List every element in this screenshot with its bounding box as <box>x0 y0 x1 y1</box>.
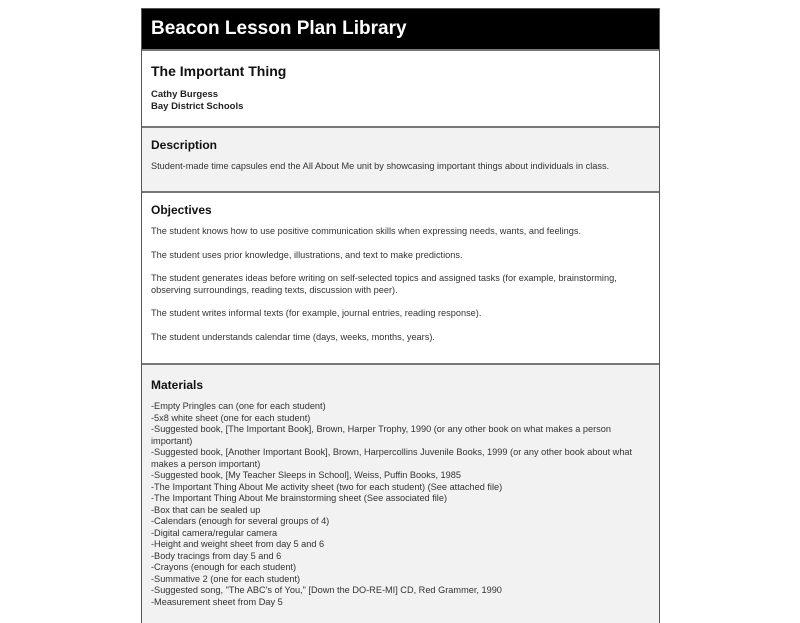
district: Bay District Schools <box>151 101 244 112</box>
material-item: -Body tracings from day 5 and 6 <box>151 550 282 561</box>
description-heading: Description <box>151 138 218 152</box>
materials-section <box>142 363 659 623</box>
objective-item: The student writes informal texts (for example, journal entries, reading response). <box>151 308 482 318</box>
material-item: -Crayons (enough for each student) <box>151 562 297 572</box>
lesson-info <box>142 49 659 126</box>
objectives-heading: Objectives <box>151 203 212 217</box>
lesson-page <box>141 8 660 623</box>
material-item: -Box that can be sealed up <box>151 504 261 515</box>
material-item: -Calendars (enough for several groups of 4) <box>151 516 330 526</box>
material-item: -Height and weight sheet from day 5 and 6 <box>151 539 325 549</box>
material-item: -Empty Pringles can (one for each student) <box>151 401 326 411</box>
material-item: -Suggested book, [The Important Book], Brown, Harper Trophy, 1990 (or any other book on what makes a person important) <box>151 424 611 446</box>
author: Cathy Burgess <box>151 89 219 100</box>
material-item: -Measurement sheet from Day 5 <box>151 596 283 607</box>
objective-item: The student uses prior knowledge, illustrations, and text to make predictions. <box>151 249 463 260</box>
objectives-section <box>142 191 659 363</box>
description-section <box>142 126 659 191</box>
material-item: -Suggested book, [My Teacher Sleeps in School], Weiss, Puffin Books, 1985 <box>151 470 461 480</box>
material-item: -Suggested song, "The ABC's of You," [Down the DO-RE-MI] CD, Red Grammer, 1990 <box>151 585 502 595</box>
material-item: -5x8 white sheet (one for each student) <box>151 412 311 423</box>
site-header: Beacon Lesson Plan Library <box>142 9 659 49</box>
objective-item: The student knows how to use positive communication skills when expressing needs, wants, and feelings. <box>151 226 582 236</box>
objective-item: The student generates ideas before writing on self-selected topics and assigned tasks (for example, brainstorming, observing surroundings, reading texts, discussion with peer). <box>151 273 617 295</box>
material-item: -Summative 2 (one for each student) <box>151 573 301 584</box>
material-item: -The Important Thing About Me activity sheet (two for each student) (See attached file) <box>151 481 503 492</box>
lesson-title: The Important Thing <box>151 63 287 79</box>
materials-heading: Materials <box>151 378 204 392</box>
description-text: Student-made time capsules end the All About Me unit by showcasing important things about individuals in class. <box>151 161 610 171</box>
material-item: -Digital camera/regular camera <box>151 527 278 538</box>
material-item: -The Important Thing About Me brainstorming sheet (See associated file) <box>151 493 448 503</box>
objective-item: The student understands calendar time (days, weeks, months, years). <box>151 331 435 342</box>
material-item: -Suggested book, [Another Important Book], Brown, Harpercollins Juvenile Books, 1999 (or any other book about what makes a person important) <box>151 447 633 469</box>
